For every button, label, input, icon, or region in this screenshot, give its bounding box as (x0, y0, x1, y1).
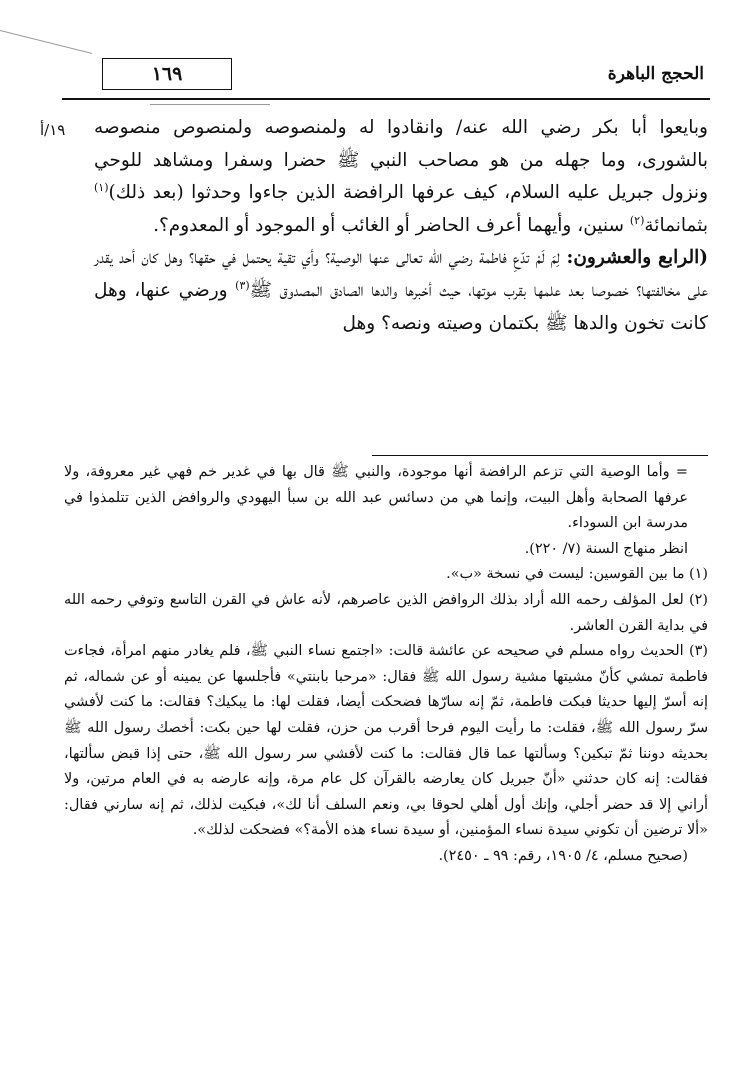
footnote-reference: (صحيح مسلم، ٤/ ١٩٠٥، رقم: ٩٩ ـ ٢٤٥٠). (438, 847, 688, 864)
main-paragraph (94, 112, 708, 242)
footnote-2: (٢) لعل المؤلف رحمه الله أراد بذلك الروافض الذين عاصرهم، لأنه عاش في القرن التاسع وتوفي رحمه الله في بداية القرن العاشر. (64, 591, 708, 634)
footnote-marker: (٢) (629, 213, 645, 227)
page-number: ١٦٩ (151, 63, 183, 85)
page-header (62, 56, 710, 100)
footnote-1: (١) ما بين القوسين: ليست في نسخة «ب». (446, 566, 708, 583)
paragraph-text: وبايعوا أبا بكر رضي الله عنه/ وانقادوا له ولمنصوصه ولمنصوص منصوصه بالشورى، وما جهله من هو مصاحب النبي ﷺ حضرا وسفرا ومشاهد للوحي ونزول جبريل عليه السلام، كيف عرفها الرافضة الذين جاءوا وحدثوا (بعد ذلك) (94, 117, 708, 204)
main-text (94, 112, 708, 340)
header-rule (62, 98, 710, 100)
margin-folio-note: ١٩/أ (40, 121, 66, 139)
footnote-marker: (١) (94, 181, 109, 195)
footnote-marker: (٣) (235, 278, 250, 292)
paragraph-text: ورضي عنها، وهل كانت تخون والدها ﷺ بكتمان وصيته ونصه؟ وهل (94, 279, 708, 334)
footnotes (64, 460, 708, 870)
page-number-box (102, 58, 232, 90)
scan-artifact-line (0, 30, 92, 54)
paragraph-text: بثمانمائة (644, 214, 708, 236)
scan-artifact-line (150, 104, 270, 105)
main-paragraph (94, 242, 708, 340)
paragraph-text: لِمَ لَمْ تدّعِ فاطمة رضي الله تعالى عنها الوصية؟ وأي تقية يحتمل في حقها؟ وهل كان أحد يقدر على مخالفتها؟ خصوصا بعد علمها بقرب موتها، حيث أخبرها والدها الصادق المصدوق ﷺ (94, 247, 708, 301)
footnote-reference: انظر منهاج السنة (٧/ ٢٢٠). (524, 540, 688, 557)
footnote-separator (372, 455, 708, 456)
book-title: الحجج الباهرة (607, 64, 704, 84)
paragraph-text: سنين، وأيهما أعرف الحاضر أو الغائب أو الموجود أو المعدوم؟. (153, 214, 630, 236)
section-lead: (الرابع والعشرون: (559, 247, 708, 269)
footnote-3: (٣) الحديث رواه مسلم في صحيحه عن عائشة قالت: «اجتمع نساء النبي ﷺ، فلم يغادر منهم امرأة، فجاءت فاطمة تمشي كأنّ مشيتها مشية رسول الله ﷺ فقال: «مرحبا بابنتي» فأجلسها عن يمينه أو عن شماله، ثم إنه أسرّ إليها حديثا فبكت فاطمة، ثمّ إنه سارّها فضحكت أيضا، فقلت لها: ما يبكيك؟ فقالت: ما كنت لأفشي سرّ رسول الله ﷺ، فقلت: ما رأيت اليوم فرحا أقرب من حزن، فقلت لها حين بكت: أخصك رسول الله ﷺ بحديثه دوننا ثمّ تبكين؟ وسألتها عما قال فقالت: ما كنت لأفشي سر رسول الله ﷺ، حتى إذا قبض سألتها، فقالت: إنه كان حدثني «أنّ جبريل كان يعارضه بالقرآن كل عام مرة، وإنه عارضه به في العام مرتين، ولا أراني إلا قد حضر أجلي، وإنك أول أهلي لحوقا بي، ونعم السلف أنا لك»، فبكيت لذلك، ثم إنه سارني فقال: «ألا ترضين أن تكوني سيدة نساء المؤمنين، أو سيدة نساء هذه الأمة؟» فضحكت لذلك». (64, 643, 708, 839)
footnote-continuation: = وأما الوصية التي تزعم الرافضة أنها موجودة، والنبي ﷺ قال بها في غدير خم فهي غير معروفة، ولا عرفها الصحابة وأهل البيت، وإنما هي من دسائس عبد الله بن سبأ اليهودي والروافض الذين تتلمذوا في مدرسة ابن السوداء. (64, 464, 688, 532)
